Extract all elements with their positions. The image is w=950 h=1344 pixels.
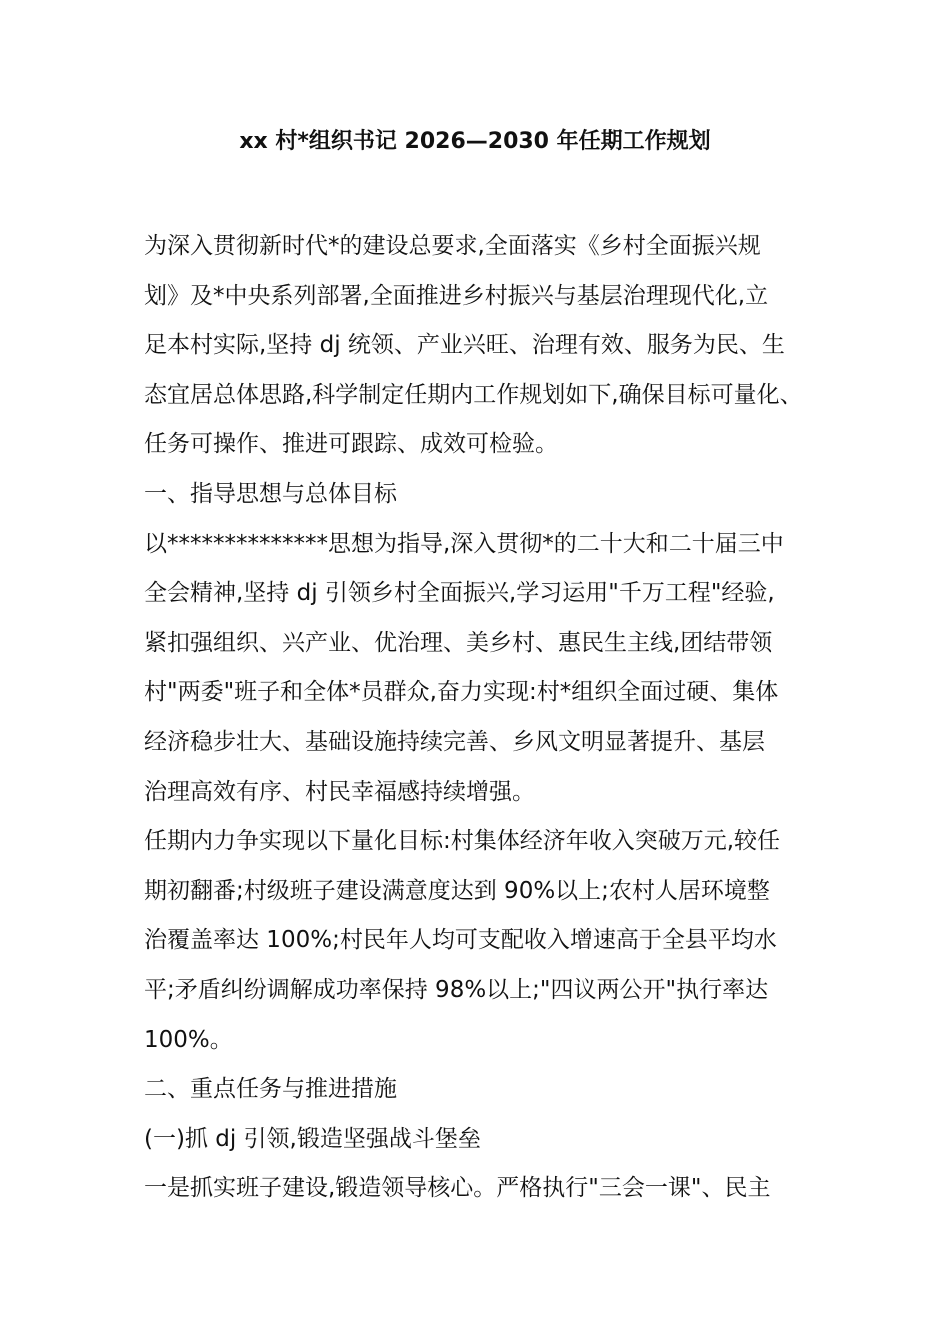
text-line: 划》及*中央系列部署,全面推进乡村振兴与基层治理现代化,立 (144, 282, 769, 309)
section-heading-key-tasks: 二、重点任务与推进措施 (144, 1076, 397, 1103)
text-line: 治覆盖率达 100%;村民年人均可支配收入增速高于全县平均水 (144, 927, 777, 954)
text-line: 全会精神,坚持 dj 引领乡村全面振兴,学习运用"千万工程"经验, (144, 580, 775, 607)
text-line: 任期内力争实现以下量化目标:村集体经济年收入突破万元,较任 (144, 828, 781, 855)
document-title: xx 村*组织书记 2026—2030 年任期工作规划 (239, 129, 711, 154)
section-heading-guiding-thought: 一、指导思想与总体目标 (144, 480, 397, 507)
text-line: 100%。 (144, 1026, 233, 1053)
document-body (144, 222, 824, 1214)
text-line: 村"两委"班子和全体*员群众,奋力实现:村*组织全面过硬、集体 (144, 679, 779, 706)
text-line: 平;矛盾纠纷调解成功率保持 98%以上;"四议两公开"执行率达 (144, 976, 769, 1003)
text-line: 为深入贯彻新时代*的建设总要求,全面落实《乡村全面振兴规 (144, 233, 761, 259)
text-line: 期初翻番;村级班子建设满意度达到 90%以上;农村人居环境整 (144, 877, 770, 904)
text-line: 经济稳步壮大、基础设施持续完善、乡风文明显著提升、基层 (144, 728, 765, 755)
subsection-heading-party-leadership: (一)抓 dj 引领,锻造坚强战斗堡垒 (144, 1125, 481, 1152)
text-line: 态宜居总体思路,科学制定任期内工作规划如下,确保目标可量化、 (144, 381, 803, 408)
text-line: 紧扣强组织、兴产业、优治理、美乡村、惠民生主线,团结带领 (144, 629, 773, 656)
text-line: 足本村实际,坚持 dj 统领、产业兴旺、治理有效、服务为民、生 (144, 332, 785, 359)
text-line: 治理高效有序、村民幸福感持续增强。 (144, 778, 535, 805)
text-line: 以**************思想为指导,深入贯彻*的二十大和二十届三中 (144, 530, 784, 557)
text-line: 一是抓实班子建设,锻造领导核心。严格执行"三会一课"、民主 (144, 1175, 771, 1202)
text-line: 任务可操作、推进可跟踪、成效可检验。 (144, 431, 558, 458)
